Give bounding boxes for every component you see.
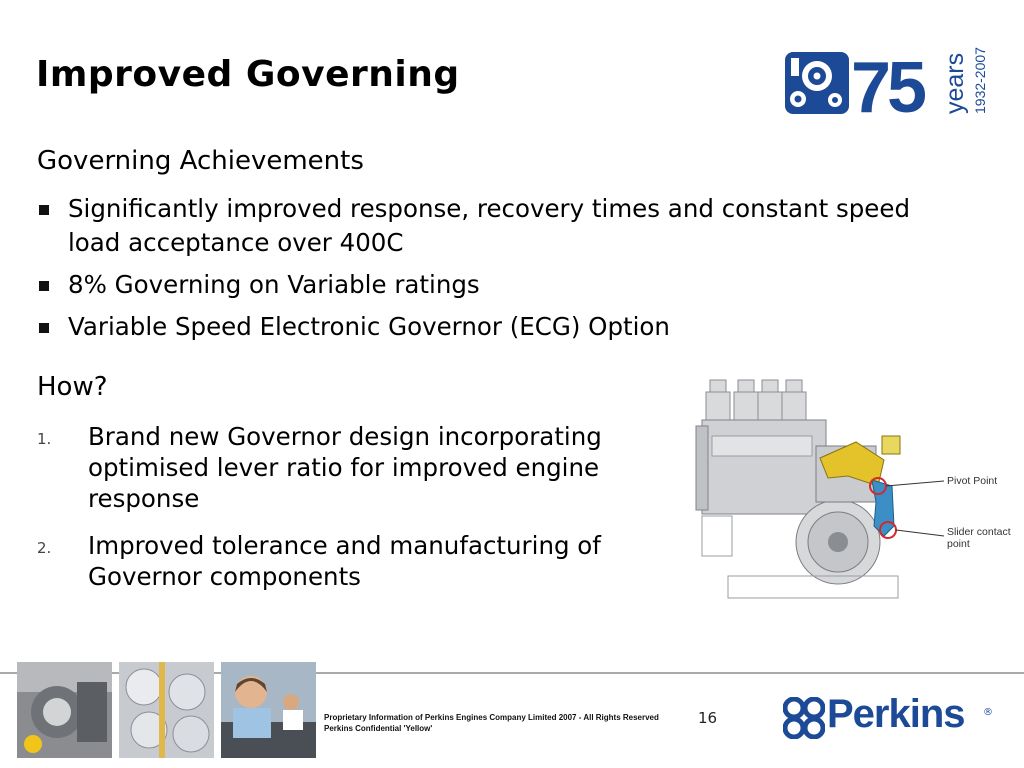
section-heading-achievements: Governing Achievements	[37, 146, 364, 176]
achievement-item	[37, 268, 967, 302]
achievement-text: Significantly improved response, recovery times and constant speed load acceptance over 400C	[68, 194, 910, 257]
bullet-square-icon	[39, 323, 49, 333]
engine-photo	[17, 662, 112, 758]
step-number: 2.	[37, 539, 52, 557]
logo-years: years	[941, 52, 969, 114]
how-step	[37, 530, 697, 592]
bullet-square-icon	[39, 281, 49, 291]
step-number: 1.	[37, 430, 52, 448]
step-text: Improved tolerance and manufacturing of Governor components	[88, 531, 601, 591]
governor-diagram	[688, 376, 1018, 602]
achievement-text: 8% Governing on Variable ratings	[68, 270, 480, 299]
logo-year-range: 1932-2007	[972, 47, 988, 114]
achievement-item	[37, 310, 967, 344]
footer-legal	[324, 712, 659, 734]
slide-title: Improved Governing	[36, 54, 460, 95]
achievement-text: Variable Speed Electronic Governor (ECG) Option	[68, 312, 670, 341]
callout-slider-contact-point: Slider contact point	[947, 526, 1011, 550]
footer-proprietary: Proprietary Information of Perkins Engines Company Limited 2007 - All Rights Reserved	[324, 713, 659, 722]
gear-emblem-icon	[785, 52, 849, 114]
pistons-photo	[119, 662, 214, 758]
how-steps-list	[37, 421, 697, 608]
engineers-photo	[221, 662, 316, 758]
footer-confidential: Perkins Confidential 'Yellow'	[324, 724, 433, 733]
registered-mark: ®	[983, 707, 993, 718]
bullet-square-icon	[39, 205, 49, 215]
perkins-emblem-icon	[783, 697, 825, 739]
step-text: Brand new Governor design incorporating optimised lever ratio for improved engine response	[88, 422, 602, 513]
page-number: 16	[698, 709, 718, 727]
anniversary-logo	[783, 44, 993, 118]
section-heading-how: How?	[37, 372, 108, 402]
achievement-list	[37, 192, 967, 352]
callout-pivot-point: Pivot Point	[947, 475, 998, 487]
how-step	[37, 421, 697, 514]
perkins-logo-wordmark: Perkins	[827, 692, 965, 736]
achievement-item	[37, 192, 967, 260]
logo-75: 75	[851, 48, 924, 118]
